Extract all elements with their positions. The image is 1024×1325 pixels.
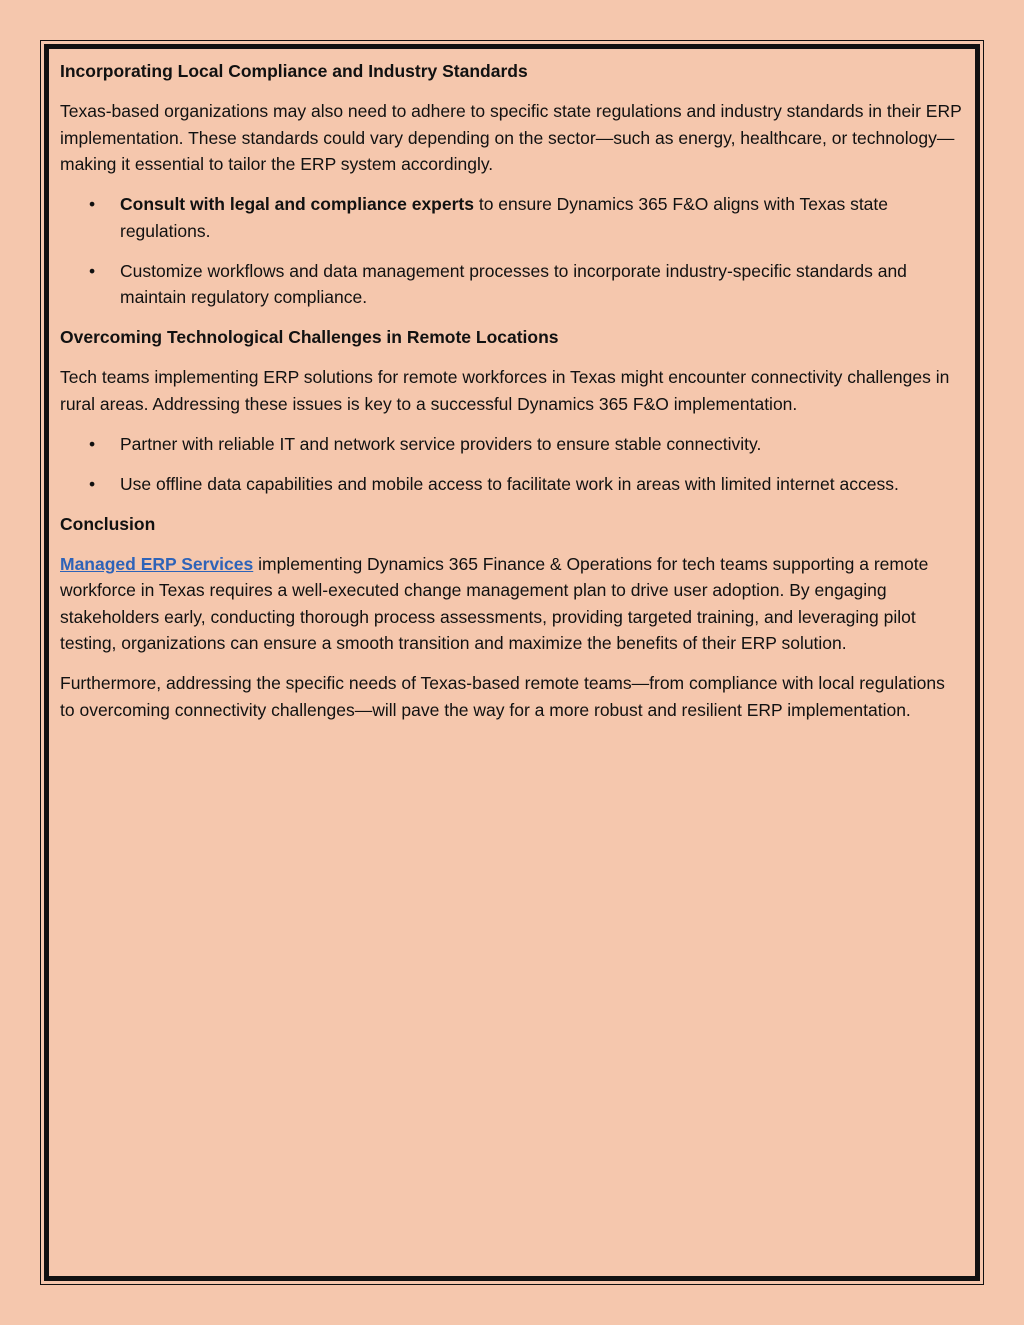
bullet-icon: • xyxy=(89,473,96,494)
bullet-list-compliance xyxy=(60,191,964,311)
conclusion-paragraph-1 xyxy=(60,551,964,657)
bullet-list-technology xyxy=(60,431,964,498)
managed-erp-services-link[interactable]: Managed ERP Services xyxy=(60,553,254,574)
bullet-text: Partner with reliable IT and network service providers to ensure stable connectivity. xyxy=(120,433,762,454)
list-item xyxy=(60,191,964,244)
document-body xyxy=(60,58,964,737)
bullet-icon: • xyxy=(89,260,96,281)
conclusion-paragraph-2: Furthermore, addressing the specific needs of Texas-based remote teams—from compliance with local regulations to overcoming connectivity challenges—will pave the way for a more robust and resilient ERP implementation. xyxy=(60,673,945,720)
bullet-bold-text: Consult with legal and compliance experts xyxy=(120,194,474,214)
section-heading-conclusion: Conclusion xyxy=(60,513,156,534)
bullet-icon: • xyxy=(89,194,96,214)
bullet-text: Customize workflows and data management processes to incorporate industry-specific standards and maintain regulatory compliance. xyxy=(120,260,907,307)
bullet-text: to ensure Dynamics 365 F&O aligns with Texas state regulations. xyxy=(120,194,889,241)
list-item xyxy=(60,258,964,311)
section-paragraph-compliance: Texas-based organizations may also need to adhere to specific state regulations and industry standards in their ERP implementation. These standards could vary depending on the sector—such as energy, healthcare, or technology—making it essential to tailor the ERP system accordingly. xyxy=(60,101,962,174)
list-item xyxy=(60,471,964,498)
conclusion-paragraph-1-text: implementing Dynamics 365 Finance & Operations for tech teams supporting a remote workforce in Texas requires a well-executed change management plan to drive user adoption. By engaging stakeholders early, conducting thorough process assessments, providing targeted training, and leveraging pilot testing, organizations can ensure a smooth transition and maximize the benefits of their ERP solution. xyxy=(60,553,929,653)
bullet-icon: • xyxy=(89,433,96,454)
section-heading-technology: Overcoming Technological Challenges in Remote Locations xyxy=(60,327,559,347)
section-heading-compliance: Incorporating Local Compliance and Industry Standards xyxy=(60,61,528,81)
section-paragraph-technology: Tech teams implementing ERP solutions for remote workforces in Texas might encounter connectivity challenges in rural areas. Addressing these issues is key to a successful Dynamics 365 F&O implementation. xyxy=(60,367,950,414)
bullet-text: Use offline data capabilities and mobile access to facilitate work in areas with limited internet access. xyxy=(120,473,899,494)
list-item xyxy=(60,431,964,458)
